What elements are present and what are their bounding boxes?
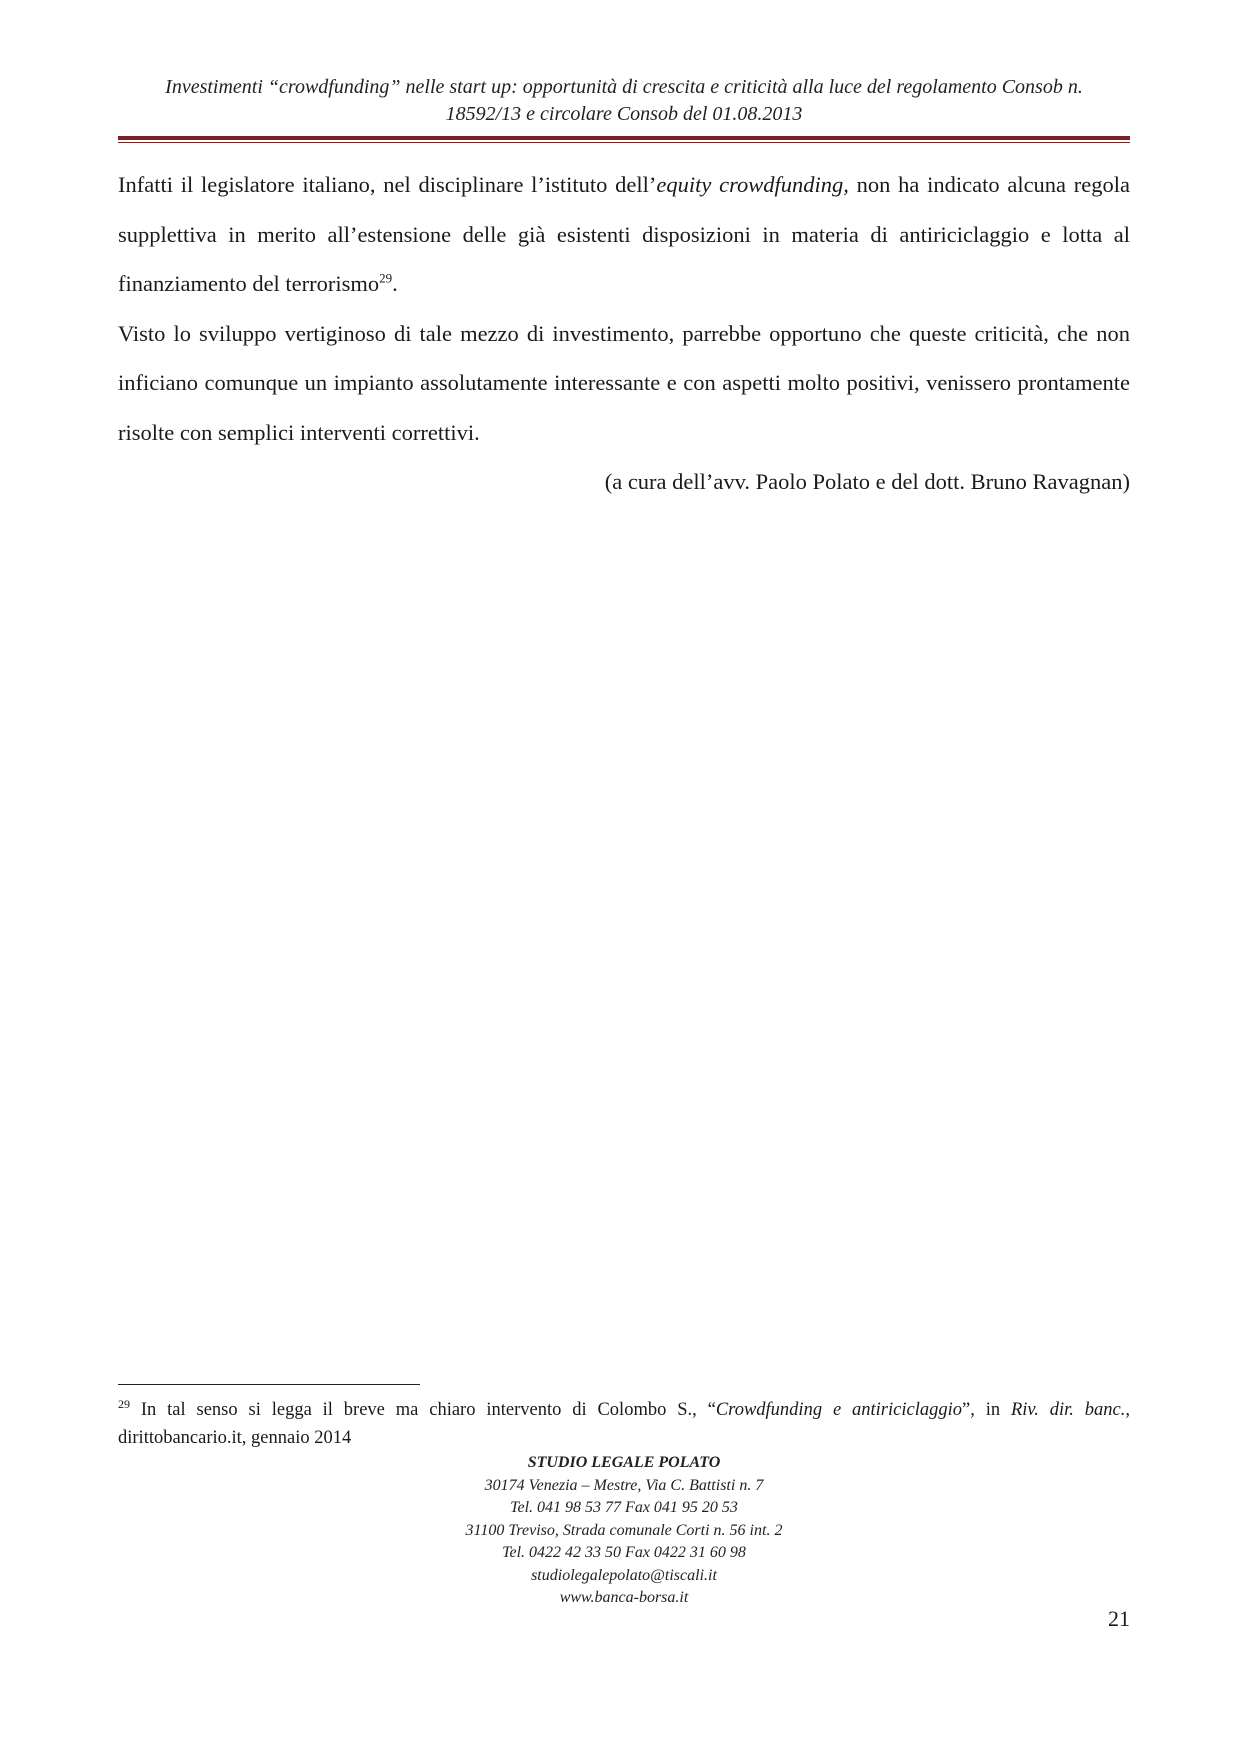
paragraph-1-end: . — [392, 271, 398, 296]
page-number: 21 — [1108, 1606, 1130, 1631]
header-rule — [118, 136, 1130, 140]
header-line-1: Investimenti “crowdfunding” nelle start up: opportunità di crescita e criticità alla luce del regolamento Consob n. — [165, 76, 1083, 98]
footnote-text-a: In tal senso si legga il breve ma chiaro intervento di Colombo S., “ — [130, 1400, 716, 1420]
footnote — [118, 1396, 1130, 1452]
signature-line: (a cura dell’avv. Paolo Polato e del dott. Bruno Ravagnan) — [604, 469, 1130, 494]
body-text — [118, 160, 1130, 507]
footnote-journal: Riv. dir. banc. — [1010, 1400, 1126, 1420]
footer-email[interactable]: studiolegalepolato@tiscali.it — [531, 1566, 717, 1584]
footnote-reference[interactable]: 29 — [379, 270, 393, 286]
paragraph-1 — [118, 160, 1130, 309]
footnote-text-b: ”, in — [961, 1400, 1011, 1420]
header-rule-thin — [118, 142, 1130, 143]
footnote-separator — [118, 1384, 420, 1385]
header-line-2: 18592/13 e circolare Consob del 01.08.2013 — [445, 103, 803, 125]
running-header — [118, 74, 1130, 128]
footnote-number: 29 — [118, 1396, 130, 1411]
footer-phone-venezia: Tel. 041 98 53 77 Fax 041 95 20 53 — [510, 1499, 738, 1516]
footnote-text-c: , dirittobancario.it, gennaio 2014 — [118, 1400, 1130, 1448]
paragraph-1-emphasis: equity crowdfunding, — [656, 172, 849, 197]
footnote-title: Crowdfunding e antiriciclaggio — [715, 1400, 962, 1420]
paragraph-1-text-b: non ha indicato alcuna regola supplettiva in merito all’estensione delle già esistenti disposizioni in materia di antiriciclaggio e lotta al finanziamento del terrorismo — [118, 172, 1130, 296]
footer-website[interactable]: www.banca-borsa.it — [559, 1589, 689, 1606]
footer-studio-name: STUDIO LEGALE POLATO — [527, 1454, 721, 1471]
page-footer — [118, 1452, 1130, 1610]
footer-address-venezia: 30174 Venezia – Mestre, Via C. Battisti n. 7 — [484, 1476, 764, 1494]
paragraph-1-text-a: Infatti il legislatore italiano, nel disciplinare l’istituto dell’ — [118, 172, 657, 197]
paragraph-2: Visto lo sviluppo vertiginoso di tale mezzo di investimento, parrebbe opportuno che queste criticità, che non inficiano comunque un impianto assolutamente interessante e con aspetti molto positivi, venissero prontamente risolte con semplici interventi correttivi. — [118, 320, 1130, 445]
footer-address-treviso: 31100 Treviso, Strada comunale Corti n. 56 int. 2 — [465, 1521, 783, 1539]
footer-phone-treviso: Tel. 0422 42 33 50 Fax 0422 31 60 98 — [502, 1544, 746, 1561]
